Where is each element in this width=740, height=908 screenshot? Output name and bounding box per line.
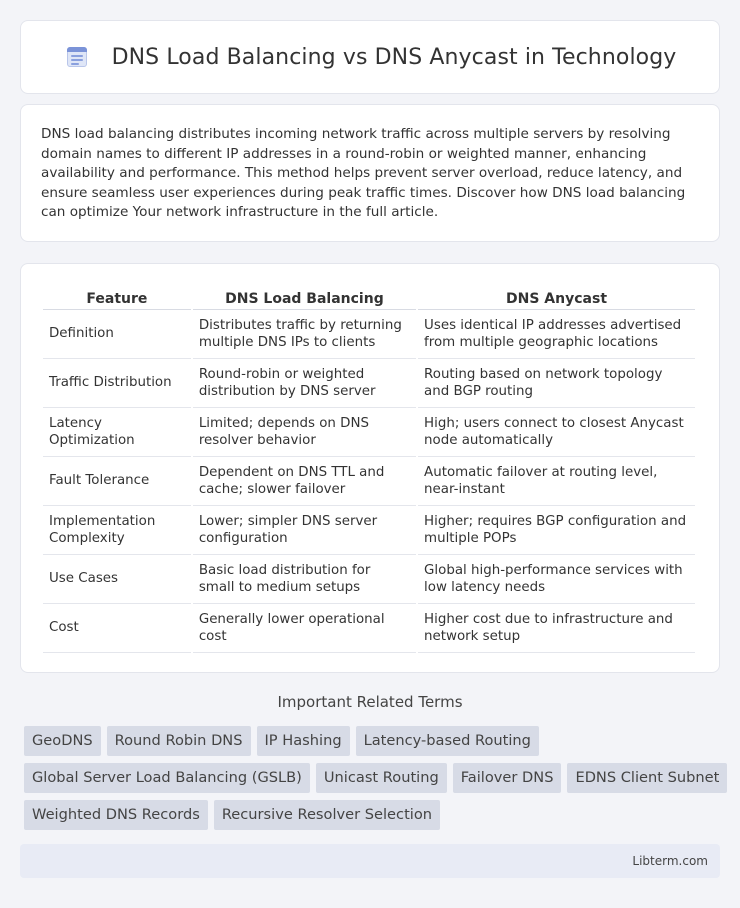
tag-edns-client-subnet[interactable]: EDNS Client Subnet (567, 763, 727, 793)
footer (20, 844, 720, 878)
feature-cell: Use Cases (43, 555, 191, 604)
header-dns-load-balancing: DNS Load Balancing (193, 282, 416, 310)
table-row (43, 457, 695, 506)
anycast-cell: Higher cost due to infrastructure and network setup (418, 604, 695, 653)
feature-cell: Traffic Distribution (43, 359, 191, 408)
load-balancing-cell: Round-robin or weighted distribution by DNS server (193, 359, 416, 408)
tag-row (24, 726, 724, 756)
anycast-cell: Higher; requires BGP configuration and multiple POPs (418, 506, 695, 555)
load-balancing-cell: Basic load distribution for small to medium setups (193, 555, 416, 604)
tag-gslb[interactable]: Global Server Load Balancing (GSLB) (24, 763, 310, 793)
table-row (43, 310, 695, 359)
table-row (43, 555, 695, 604)
tag-row (24, 800, 724, 830)
header-dns-anycast: DNS Anycast (418, 282, 695, 310)
anycast-cell: Uses identical IP addresses advertised from multiple geographic locations (418, 310, 695, 359)
anycast-cell: Automatic failover at routing level, near-instant (418, 457, 695, 506)
tag-weighted-dns-records[interactable]: Weighted DNS Records (24, 800, 208, 830)
table-row (43, 604, 695, 653)
tag-row (24, 763, 724, 793)
comparison-table (41, 282, 697, 653)
tag-recursive-resolver-selection[interactable]: Recursive Resolver Selection (214, 800, 440, 830)
anycast-cell: Routing based on network topology and BGP routing (418, 359, 695, 408)
related-terms-list (24, 726, 724, 837)
table-row (43, 408, 695, 457)
table-row (43, 506, 695, 555)
feature-cell: Implementation Complexity (43, 506, 191, 555)
title-card (20, 20, 720, 94)
feature-cell: Cost (43, 604, 191, 653)
comparison-card (20, 263, 720, 673)
feature-cell: Latency Optimization (43, 408, 191, 457)
tag-geodns[interactable]: GeoDNS (24, 726, 101, 756)
intro-text: DNS load balancing distributes incoming network traffic across multiple servers by resolving domain names to different IP addresses in a round-robin or weighted manner, enhancing availability and performance. This method helps prevent server overload, reduce latency, and ensure seamless user experiences during peak traffic times. Discover how DNS load balancing can optimize Your network infrastructure in the full article. (41, 126, 686, 220)
page-title: DNS Load Balancing vs DNS Anycast in Technology (111, 44, 677, 70)
load-balancing-cell: Lower; simpler DNS server configuration (193, 506, 416, 555)
anycast-cell: Global high-performance services with low latency needs (418, 555, 695, 604)
anycast-cell: High; users connect to closest Anycast node automatically (418, 408, 695, 457)
footer-site-link[interactable]: Libterm.com (632, 854, 708, 868)
load-balancing-cell: Limited; depends on DNS resolver behavior (193, 408, 416, 457)
tag-unicast-routing[interactable]: Unicast Routing (316, 763, 447, 793)
load-balancing-cell: Dependent on DNS TTL and cache; slower failover (193, 457, 416, 506)
feature-cell: Definition (43, 310, 191, 359)
feature-cell: Fault Tolerance (43, 457, 191, 506)
tag-ip-hashing[interactable]: IP Hashing (257, 726, 350, 756)
tag-failover-dns[interactable]: Failover DNS (453, 763, 562, 793)
related-terms-title: Important Related Terms (277, 693, 463, 711)
tag-latency-based-routing[interactable]: Latency-based Routing (356, 726, 539, 756)
header-feature: Feature (43, 282, 191, 310)
table-header-row (43, 282, 695, 310)
load-balancing-cell: Distributes traffic by returning multiple DNS IPs to clients (193, 310, 416, 359)
tag-round-robin-dns[interactable]: Round Robin DNS (107, 726, 251, 756)
intro-card (20, 104, 720, 242)
table-row (43, 359, 695, 408)
document-icon (64, 44, 90, 70)
load-balancing-cell: Generally lower operational cost (193, 604, 416, 653)
